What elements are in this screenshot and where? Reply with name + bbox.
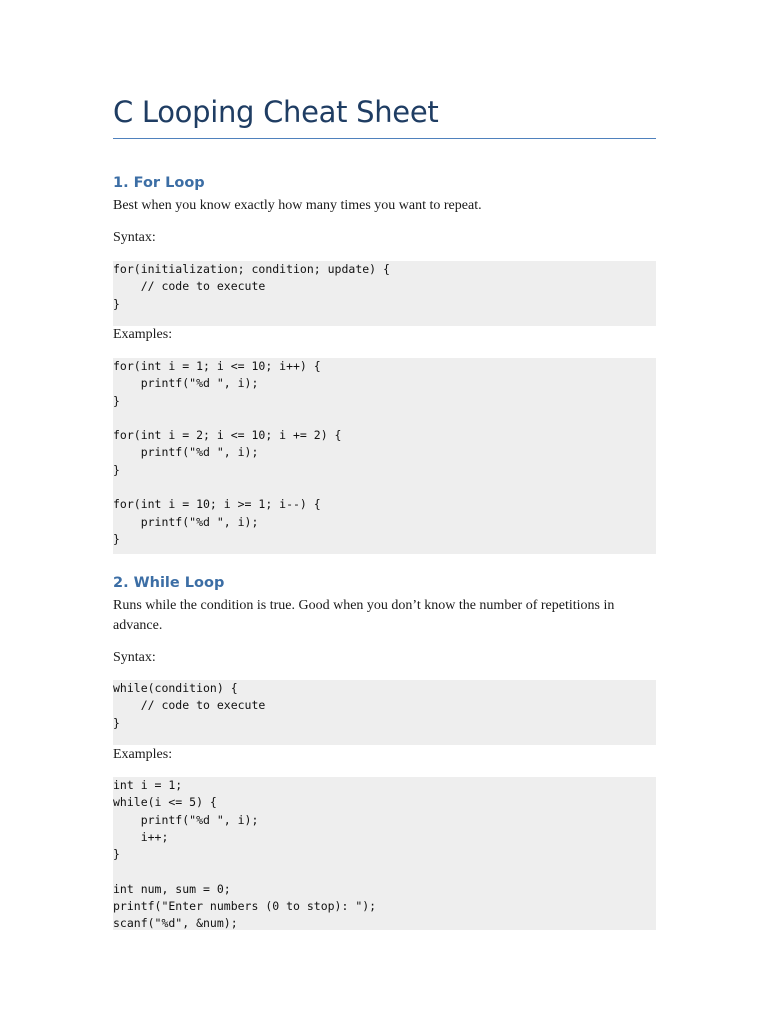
- code-line: }: [113, 531, 120, 546]
- code-line: printf("Enter numbers (0 to stop): ");: [113, 899, 377, 914]
- for-loop-examples-code-block: [113, 358, 656, 554]
- code-line: }: [113, 393, 120, 408]
- code-line: }: [113, 715, 120, 730]
- while-loop-examples-code-block: [113, 777, 656, 930]
- code-line: // code to execute: [113, 279, 266, 294]
- while-loop-description: Runs while the condition is true. Good when you don’t know the number of repetitions in advance.: [113, 598, 615, 633]
- title-underline: [113, 138, 656, 139]
- while-loop-examples-label: Examples:: [113, 747, 173, 762]
- code-line: }: [113, 847, 120, 862]
- code-line: scanf("%d", &num);: [113, 916, 238, 931]
- for-loop-syntax-label: Syntax:: [113, 230, 156, 245]
- while-loop-syntax-code-block: [113, 680, 656, 745]
- code-line: i++;: [113, 829, 169, 844]
- code-lines: [113, 777, 656, 933]
- code-line: }: [113, 296, 120, 311]
- code-line: while(condition) {: [113, 681, 238, 695]
- code-line: int num, sum = 0;: [113, 881, 231, 896]
- for-loop-examples-label: Examples:: [113, 327, 173, 342]
- page-title: C Looping Cheat Sheet: [113, 95, 439, 129]
- code-line: [113, 863, 656, 880]
- code-line: for(int i = 10; i >= 1; i--) {: [113, 497, 321, 512]
- for-loop-syntax-code-block: [113, 261, 656, 326]
- section-heading-for-loop: 1. For Loop: [113, 175, 205, 191]
- while-loop-syntax-label: Syntax:: [113, 650, 156, 665]
- code-lines: [113, 261, 656, 313]
- code-line: int i = 1;: [113, 778, 183, 792]
- code-line: // code to execute: [113, 698, 266, 713]
- code-line: [113, 410, 656, 427]
- code-line: printf("%d ", i);: [113, 812, 259, 827]
- code-line: for(initialization; condition; update) {: [113, 262, 390, 276]
- code-line: for(int i = 2; i <= 10; i += 2) {: [113, 428, 342, 443]
- code-lines: [113, 358, 656, 548]
- section-heading-while-loop: 2. While Loop: [113, 575, 225, 591]
- code-line: for(int i = 1; i <= 10; i++) {: [113, 359, 321, 373]
- code-line: [113, 479, 656, 496]
- code-line: while(i <= 5) {: [113, 795, 217, 810]
- code-line: printf("%d ", i);: [113, 445, 259, 460]
- code-line: printf("%d ", i);: [113, 514, 259, 529]
- code-line: }: [113, 462, 120, 477]
- code-line: printf("%d ", i);: [113, 376, 259, 391]
- for-loop-description: Best when you know exactly how many times you want to repeat.: [113, 198, 482, 213]
- code-lines: [113, 680, 656, 732]
